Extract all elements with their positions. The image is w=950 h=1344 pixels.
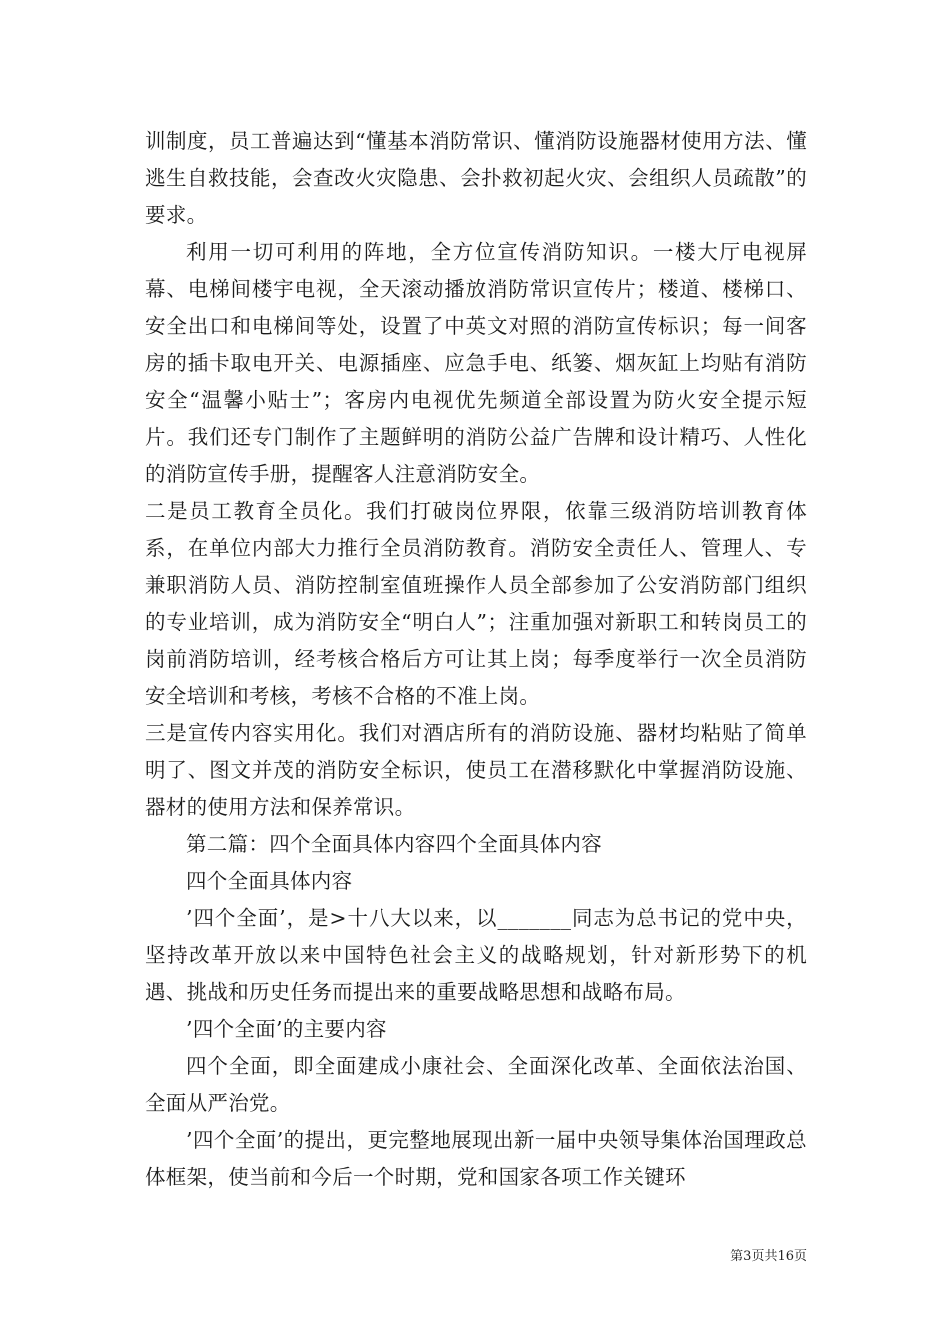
paragraph-4: 三是宣传内容实用化。我们对酒店所有的消防设施、器材均粘贴了简单明了、图文并茂的消防安全标识，使员工在潜移默化中掌握消防设施、器材的使用方法和保养常识。: [145, 721, 807, 819]
page-number: 第3页共16页: [730, 1249, 807, 1264]
subsection-heading: 四个全面具体内容: [186, 869, 353, 893]
paragraph-1: 训制度，员工普遍达到“懂基本消防常识、懂消防设施器材使用方法、懂逃生自救技能，会查改火灾隐患、会扑救初起火灾、会组织人员疏散”的要求。: [145, 129, 807, 227]
document-body: [145, 123, 807, 1196]
paragraph-5: ’四个全面’，是>十八大以来，以_______同志为总书记的党中央，坚持改革开放以来中国特色社会主义的战略规划，针对新形势下的机遇、挑战和历史任务而提出来的重要战略思想和战略布局。: [145, 906, 807, 1004]
paragraph-6: 四个全面，即全面建成小康社会、全面深化改革、全面依法治国、全面从严治党。: [145, 1054, 807, 1115]
paragraph-3: 二是员工教育全员化。我们打破岗位界限，依靠三级消防培训教育体系，在单位内部大力推行全员消防教育。消防安全责任人、管理人、专兼职消防人员、消防控制室值班操作人员全部参加了公安消防部门组织的专业培训，成为消防安全“明白人”；注重加强对新职工和转岗员工的岗前消防培训，经考核合格后方可让其上岗；每季度举行一次全员消防安全培训和考核，考核不合格的不准上岗。: [145, 499, 807, 708]
paragraph-2: 利用一切可利用的阵地，全方位宣传消防知识。一楼大厅电视屏幕、电梯间楼宇电视，全天滚动播放消防常识宣传片；楼道、楼梯口、安全出口和电梯间等处，设置了中英文对照的消防宣传标识；每一间客房的插卡取电开关、电源插座、应急手电、纸篓、烟灰缸上均贴有消防安全“温馨小贴士”；客房内电视优先频道全部设置为防火安全提示短片。我们还专门制作了主题鲜明的消防公益广告牌和设计精巧、人性化的消防宣传手册，提醒客人注意消防安全。: [145, 240, 807, 486]
paragraph-heading-main-content: ’四个全面’的主要内容: [186, 1017, 387, 1041]
section-heading: 第二篇：四个全面具体内容四个全面具体内容: [186, 832, 602, 856]
paragraph-7: ’四个全面’的提出，更完整地展现出新一届中央领导集体治国理政总体框架，使当前和今后一个时期，党和国家各项工作关键环: [145, 1128, 807, 1189]
